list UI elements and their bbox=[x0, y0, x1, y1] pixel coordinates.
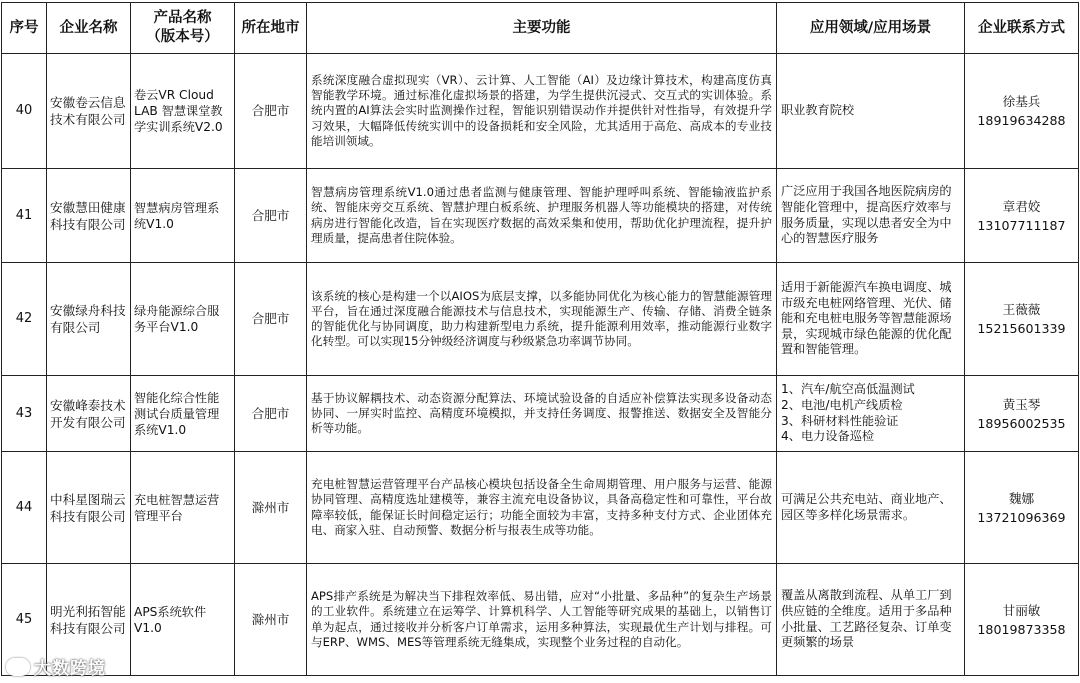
contact-name: 甘丽敏 bbox=[1002, 602, 1041, 618]
contact-info bbox=[965, 452, 1079, 564]
row-number: 43 bbox=[2, 376, 47, 452]
application-scenario bbox=[777, 169, 965, 263]
header-company: 企业名称 bbox=[47, 3, 131, 54]
header-application: 应用领域/应用场景 bbox=[777, 3, 965, 54]
contact-phone: 13107711187 bbox=[977, 217, 1066, 233]
application-item: 广泛应用于我国各地医院病房的智能化管理中，提高医疗效率与服务质量，实现以患者安全为中心的智慧医疗服务 bbox=[781, 184, 952, 246]
contact-phone: 18956002535 bbox=[977, 415, 1066, 431]
row-number: 45 bbox=[2, 564, 47, 676]
table-row bbox=[2, 263, 1079, 376]
contact-name: 王薇薇 bbox=[1002, 302, 1041, 317]
location: 滁州市 bbox=[235, 564, 307, 676]
row-number: 40 bbox=[2, 54, 47, 169]
location: 合肥市 bbox=[235, 263, 307, 376]
location: 合肥市 bbox=[235, 54, 307, 169]
contact-info bbox=[965, 54, 1079, 169]
application-item: 适用于新能源汽车换电调度、城市级充电桩网络管理、光伏、储能和充电桩电服务等智慧能源场景，实现城市绿色能源的优化配置和智能管理。 bbox=[781, 280, 952, 357]
application-item: 3、科研材料性能验证 bbox=[781, 413, 899, 428]
company-name: 安徽绿舟科技有限公司 bbox=[47, 263, 131, 376]
header-no: 序号 bbox=[2, 3, 47, 54]
location: 合肥市 bbox=[235, 169, 307, 263]
company-name: 安徽卷云信息技术有限公司 bbox=[47, 54, 131, 169]
location: 合肥市 bbox=[235, 376, 307, 452]
application-scenario bbox=[777, 54, 965, 169]
contact-info bbox=[965, 263, 1079, 376]
company-name: 中科星图瑞云科技有限公司 bbox=[47, 452, 131, 564]
main-function: 该系统的核心是构建一个以AIOS为底层支撑，以多能协同优化为核心能力的智慧能源管理平台，旨在通过深度融合能源技术与信息技术，实现能源生产、传输、存储、消费全链条的智能优化与协同调度，助力构建新型电力系统，提升能源利用效率，推动能源行业数字化转型。可以实现15分钟级经济调度与秒级紧急功率调节协同。 bbox=[307, 263, 777, 376]
watermark-logo-icon bbox=[6, 658, 30, 676]
main-function: 充电桩智慧运营管理平台产品核心模块包括设备全生命周期管理、用户服务与运营、能源协同管理、高精度选址建模等，兼容主流充电设备协议，具备高稳定性和可靠性，平台故障率较低，能保证长时间稳定运行；功能全面较为丰富，支持多种支付方式、企业团体充电、商家入驻、自动预警、数据分析与报表生成等功能。 bbox=[307, 452, 777, 564]
main-function: 智慧病房管理系统V1.0通过患者监测与健康管理、智能护理呼叫系统、智能输液监护系统、智能床旁交互系统、智慧护理白板系统、护理服务机器人等功能模块的搭建，对传统病房进行智能化改造，旨在实现医疗数据的高效采集和使用，帮助优化护理流程，提升护理质量，提高患者住院体验。 bbox=[307, 169, 777, 263]
application-scenario bbox=[777, 452, 965, 564]
main-function: 基于协议解耦技术、动态资源分配算法、环境试验设备的自适应补偿算法实现多设备动态协同、一屏实时监控、高精度环境模拟，并支持任务调度、报警推送、数据安全及智能分析等功能。 bbox=[307, 376, 777, 452]
company-name: 安徽峰泰技术开发有限公司 bbox=[47, 376, 131, 452]
contact-info bbox=[965, 564, 1079, 676]
table-row bbox=[2, 564, 1079, 676]
header-contact: 企业联系方式 bbox=[965, 3, 1079, 54]
product-table bbox=[1, 2, 1079, 676]
product-name: APS系统软件V1.0 bbox=[131, 564, 235, 676]
table-row bbox=[2, 452, 1079, 564]
header-product: 产品名称 （版本号） bbox=[131, 3, 235, 54]
table-row bbox=[2, 169, 1079, 263]
contact-name: 徐基兵 bbox=[1002, 94, 1041, 109]
product-name: 卷云VR Cloud LAB 智慧课堂教学实训系统V2.0 bbox=[131, 54, 235, 169]
row-number: 44 bbox=[2, 452, 47, 564]
contact-phone: 13721096369 bbox=[977, 509, 1066, 525]
company-name: 明光利拓智能科技有限公司 bbox=[47, 564, 131, 676]
header-location: 所在地市 bbox=[235, 3, 307, 54]
product-name: 智能化综合性能测试台质量管理系统V1.0 bbox=[131, 376, 235, 452]
main-function: 系统深度融合虚拟现实（VR）、云计算、人工智能（AI）及边缘计算技术，构建高度仿真智能教学环境。通过标准化虚拟场景的搭建，为学生提供沉浸式、交互式的实训体验。系统内置的AI算法会实时监测操作过程，智能识别错误动作并提供针对性指导，有效提升学习效果，大幅降低传统实训中的设备损耗和安全风险，尤其适用于高危、高成本的专业技能培训领域。 bbox=[307, 54, 777, 169]
contact-name: 魏娜 bbox=[1008, 490, 1035, 506]
contact-phone: 15215601339 bbox=[977, 321, 1066, 336]
watermark bbox=[6, 654, 106, 679]
application-scenario bbox=[777, 376, 965, 452]
application-scenario bbox=[777, 263, 965, 376]
location: 滁州市 bbox=[235, 452, 307, 564]
company-name: 安徽慧田健康科技有限公司 bbox=[47, 169, 131, 263]
header-function: 主要功能 bbox=[307, 3, 777, 54]
application-scenario bbox=[777, 564, 965, 676]
contact-name: 黄玉琴 bbox=[1002, 396, 1041, 412]
product-name: 智慧病房管理系统V1.0 bbox=[131, 169, 235, 263]
product-name: 绿舟能源综合服务平台V1.0 bbox=[131, 263, 235, 376]
contact-phone: 18919634288 bbox=[977, 113, 1066, 128]
application-item: 覆盖从离散到流程、从单工厂到供应链的全维度。适用于多品种小批量、工艺路径复杂、订单变更频繁的场景 bbox=[781, 588, 952, 650]
main-function: APS排产系统是为解决当下排程效率低、易出错，应对“小批量、多品种”的复杂生产场景的工业软件。系统建立在运筹学、计算机科学、人工智能等研究成果的基础上，以销售订单为起点，通过接收并分析客户订单需求，运用多种算法，实现最优生产计划与排程。可与ERP、WMS、MES等管理系统无缝集成，实现整个业务过程的自动化。 bbox=[307, 564, 777, 676]
row-number: 41 bbox=[2, 169, 47, 263]
watermark-text: 大数跨境 bbox=[34, 659, 106, 679]
table-row bbox=[2, 54, 1079, 169]
contact-info bbox=[965, 169, 1079, 263]
contact-name: 章君姣 bbox=[1002, 198, 1041, 214]
application-item: 可满足公共充电站、商业地产、园区等多样化场景需求。 bbox=[781, 491, 952, 522]
application-item: 4、电力设备巡检 bbox=[781, 429, 875, 444]
application-item: 2、电池/电机产线质检 bbox=[781, 397, 903, 412]
application-item: 1、汽车/航空高低温测试 bbox=[781, 382, 915, 397]
row-number: 42 bbox=[2, 263, 47, 376]
contact-info bbox=[965, 376, 1079, 452]
contact-phone: 18019873358 bbox=[977, 621, 1066, 637]
header-row bbox=[2, 3, 1079, 54]
product-name: 充电桩智慧运营管理平台 bbox=[131, 452, 235, 564]
table-row bbox=[2, 376, 1079, 452]
application-item: 职业教育院校 bbox=[781, 103, 855, 118]
